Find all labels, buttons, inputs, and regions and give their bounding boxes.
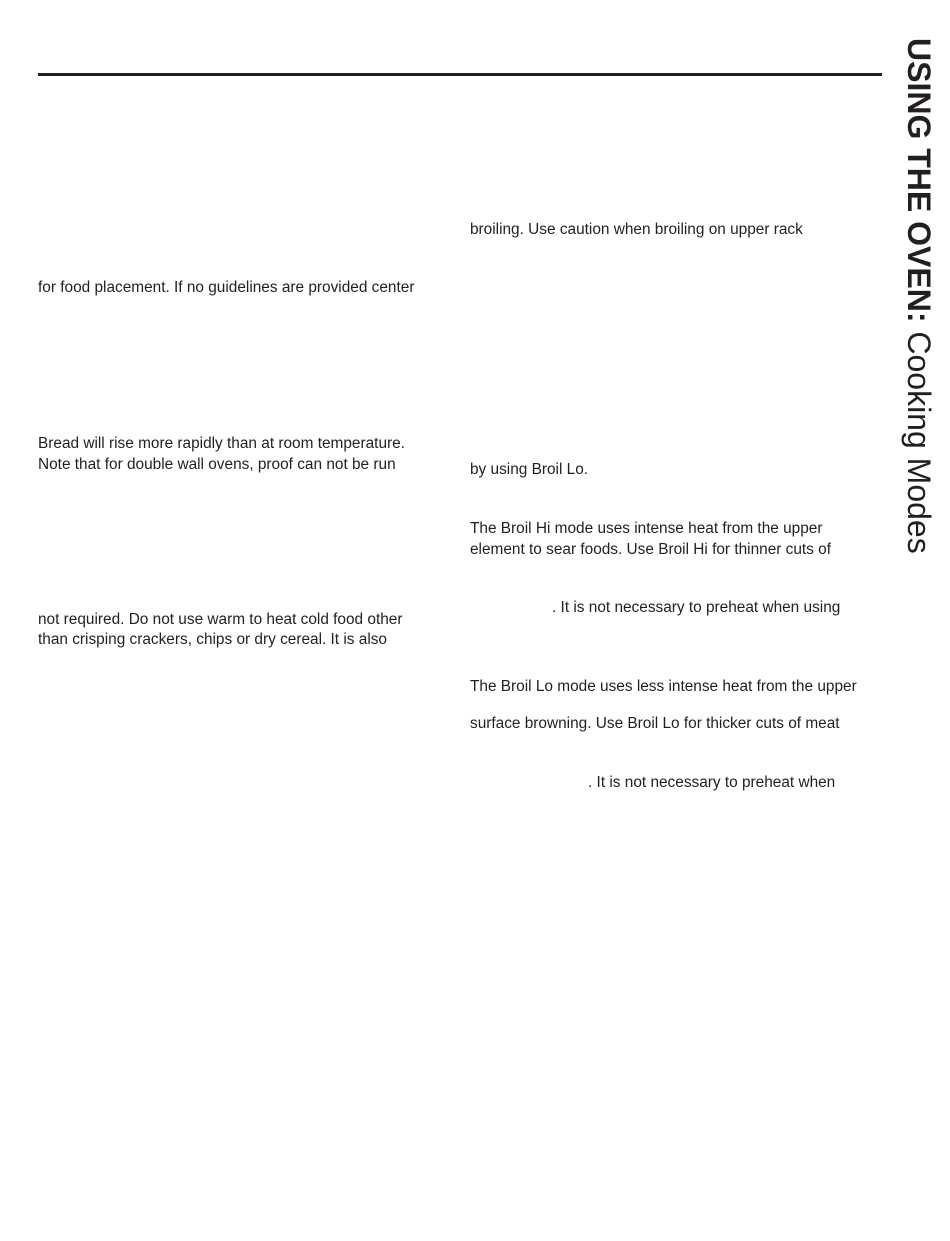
header-rule	[38, 73, 882, 76]
left-text-line: not required. Do not use warm to heat cold food other	[38, 611, 403, 628]
section-title-light: Cooking Modes	[901, 331, 937, 554]
section-side-tab	[900, 38, 948, 578]
right-text-line: . It is not necessary to preheat when using	[552, 599, 841, 616]
right-text-line: The Broil Lo mode uses less intense heat from the upper	[470, 678, 857, 695]
right-text-line: The Broil Hi mode uses intense heat from the upper	[470, 520, 823, 537]
left-text-line: Note that for double wall ovens, proof can not be run	[38, 456, 396, 473]
section-title-bold: USING THE OVEN:	[901, 38, 937, 323]
right-text-line: surface browning. Use Broil Lo for thicker cuts of meat	[470, 715, 840, 732]
right-text-line: . It is not necessary to preheat when	[588, 774, 836, 791]
left-text-line: for food placement. If no guidelines are provided center	[38, 279, 415, 296]
left-text-line: than crisping crackers, chips or dry cereal. It is also	[38, 631, 387, 648]
right-text-line: broiling. Use caution when broiling on upper rack	[470, 221, 803, 238]
section-side-tab-text	[900, 38, 938, 554]
right-text-line: element to sear foods. Use Broil Hi for thinner cuts of	[470, 541, 831, 558]
right-text-line: by using Broil Lo.	[470, 461, 589, 478]
left-text-line: Bread will rise more rapidly than at room temperature.	[38, 435, 405, 452]
